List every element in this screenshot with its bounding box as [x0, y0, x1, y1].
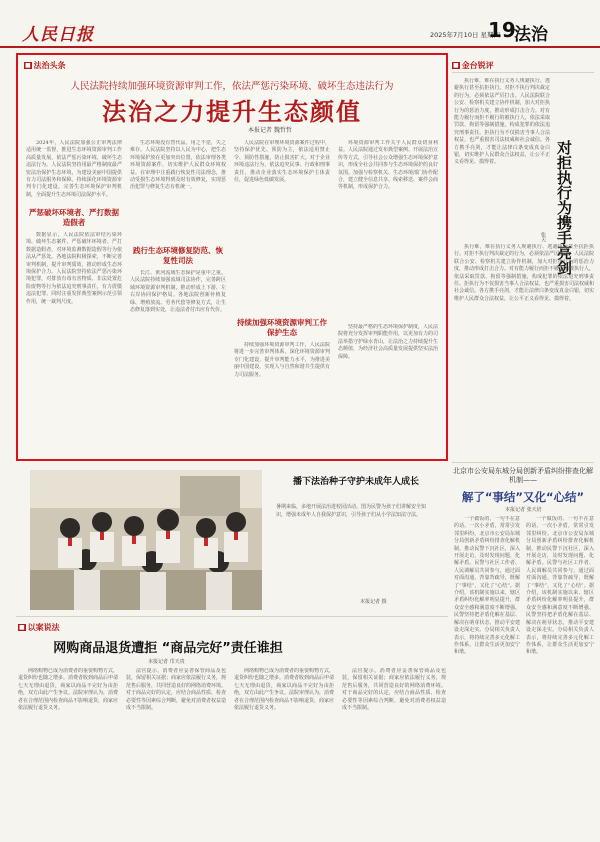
- section-marker-icon: ■: [25, 62, 31, 69]
- commentary-label: ■ 金台锐评: [453, 61, 494, 70]
- lower-col1-text: 网络购物已成为消费者的重要购物方式，退货纠纷也随之增多。消费者收到商品后申请七天无理由退货，商家以商品不完好为由拒绝，双方由此产生争议。法院审理认为，消费者在合理范围内检查商品不影响退货，商家应依法履行退货义务。: [18, 668, 118, 712]
- lower-headline: 网购商品退货遭拒 “商品完好”责任谁担: [53, 641, 283, 656]
- commentary-text-a: 执行难，难在执行义务人规避执行、逃避执行甚至抗拒执行。对拒不执行判决裁定的行为，必须依法严厉打击。人民法院联合公安、检察机关建立协作机制，加大对拒执行为的惩治力度，推动形成打击合力。对有能力履行而拒不履行的被执行人，依法采取罚款、拘留等强制措施，构成犯罪的依法追究刑事责任。拒执行为不仅损害当事人合法权益，也严重损害司法权威和社会诚信。各方携手亮剑，才能让法律白条变成真金白银，切实维护人民群众合法权益，让公平正义看得见、摸得着。: [454, 78, 550, 166]
- right-story-byline: 本报记者 张天培: [505, 507, 542, 513]
- right-story-headline: 解了“事结”又化“心结”: [461, 490, 585, 504]
- lower-col2-text: 法官提示，消费者应妥善保管商品及包装，保留相关证据；商家应依法履行义务，规范售后服务，共同营造良好的网络消费环境。对于商品完好的认定，应结合商品性质、检查必要性等因素综合判断，避免对消费者权益造成不当限制。: [126, 668, 226, 712]
- issue-date: 2025年7月10日 星期四: [430, 31, 501, 39]
- lower-col4-text: 法官提示，消费者应妥善保管商品及包装，保留相关证据；商家应依法履行义务，规范售后服务，共同营造良好的网络消费环境。对于商品完好的认定，应结合商品性质、检查必要性等因素综合判断，避免对消费者权益造成不当限制。: [342, 668, 446, 712]
- main-section-label: ■ 法治头条: [25, 61, 66, 70]
- section-name: 法治: [514, 25, 548, 45]
- main-col4b-text: 坚持最严格的生态环境保护制度，人民法院将充分发挥审判职能作用，以更加有力的司法举措守护绿水青山，让法治之力持续提升生态颜值，为经济社会高质量发展提供坚实法治保障。: [338, 324, 438, 360]
- commentary-rule: [452, 72, 594, 73]
- main-subhead-2: 践行生态环境修复防范、恢复性司法: [133, 246, 223, 265]
- lower-col3-text: 网络购物已成为消费者的重要购物方式，退货纠纷也随之增多。消费者收到商品后申请七天无理由退货，商家以商品不完好为由拒绝，双方由此产生争议。法院审理认为，消费者在合理范围内检查商品不影响退货，商家应依法履行退货义务。: [234, 668, 334, 712]
- newspaper-logo: 人民日报: [22, 25, 94, 45]
- photo-title: 播下法治种子守护未成年人成长: [292, 477, 419, 487]
- main-col2b-text: 长江、黄河流域生态保护是重中之重。人民法院持续加强流域司法协作，完善跨区域环境资源审判机制，推动形成上下游、左右岸协同保护格局。各地法院创新补植复绿、增殖放流、劳务代偿等修复方式，让生态修复落到实处，让违法者付出应有代价。: [130, 270, 226, 314]
- main-col4-text: 环境资源审判工作关乎人民群众切身利益。人民法院通过发布典型案例、开展法治宣传等方式，引导社会公众增强生态环境保护意识，形成全社会共同参与生态环境保护的良好氛围。加强与检察机关、生态环境部门协作配合，建立健全信息共享、线索移送、案件会商等机制，形成保护合力。: [338, 140, 438, 191]
- page-number: 19: [488, 18, 516, 42]
- main-col2-text: 生态环境没有替代品，用之不觉，失之难存。人民法院坚持以人民为中心，把生态环境保护放在更加突出位置，依法审理各类环境资源案件，切实维护人民群众环境权益。在审理中注重践行恢复性司法理念，推动受损生态环境得到及时有效修复，实现惩治犯罪与修复生态有机统一。: [130, 140, 226, 191]
- main-col3b-text: 持续加强环境资源审判工作，人民法院将进一步完善审判体系，深化环境资源审判专门化建设，提升审判能力水平，为推进美丽中国建设、实现人与自然和谐共生提供有力司法服务。: [234, 342, 330, 378]
- main-byline: 本报记者 魏哲哲: [248, 127, 292, 134]
- news-photo: [30, 470, 262, 610]
- commentary-text-b: 执行难，难在执行义务人规避执行、逃避执行甚至抗拒执行。对拒不执行判决裁定的行为，必须依法严厉打击。人民法院联合公安、检察机关建立协作机制，加大对拒执行为的惩治力度，推动形成打击合力。对有能力履行而拒不履行的被执行人，依法采取罚款、拘留等强制措施，构成犯罪的依法追究刑事责任。拒执行为不仅损害当事人合法权益，也严重损害司法权威和社会诚信。各方携手亮剑，才能让法律白条变成真金白银，切实维护人民群众合法权益，让公平正义看得见、摸得着。: [454, 244, 594, 302]
- lower-byline: 本报记者 邝天贵: [148, 659, 185, 665]
- main-col1b-text: 数据显示，人民法院依法审结污染环境、破坏生态案件，严惩破坏环境者、严打数据造假者，对环境监测数据造假等行为依法从严惩处。各地法院积极探索，不断完善审判机制，提升审判质效，推动形成生态环境保护合力。人民法院坚持依法严惩污染环境犯罪，对排放有毒有害物质、非法处置危险废物等行为依法追究刑事责任，有力震慑违法犯罪。同时注重发挥典型案例示范引领作用，统一裁判尺度。: [26, 232, 122, 305]
- main-headline: 法治之力提升生态颜值: [102, 98, 362, 126]
- right-story-rule: [452, 462, 594, 463]
- right-story-kicker: 北京市公安局东城分局创新矛盾纠纷排查化解机制——: [453, 467, 593, 484]
- section-marker-icon: ■: [19, 624, 25, 631]
- lower-rule: [16, 616, 448, 617]
- main-col3-text: 人民法院在审理环境资源案件过程中，坚持保护优先、预防为主，依法适用禁止令、预防性措施，防止损害扩大。对于企业环境违法行为，依法追究民事、行政和刑事责任，推动企业落实生态环境保护主体责任，促进绿色低碳发展。: [234, 140, 330, 184]
- main-kicker: 人民法院持续加强环境资源审判工作，依法严惩污染环境、破坏生态违法行为: [70, 81, 394, 92]
- main-col1-text: 2024年，人民法院加强公正审判法律适用统一监督，推进生态环境资源审判工作高质量发展，依法严惩污染环境、破坏生态违法行为。人民法院坚持用最严格制度最严密法治保护生态环境，为建设美丽中国提供有力司法服务和保障。持续深化环境资源审判专门化建设，完善生态环境保护审判机制，全面提升生态环境司法保护水平。: [26, 140, 122, 198]
- children-photo-illustration: [30, 470, 262, 610]
- commentary-title: 对拒执行为携手亮剑: [555, 140, 573, 275]
- lower-section-label: ■ 以案说法: [19, 623, 60, 632]
- right-story-text-b: 一个做饭的、一句不在意的话、一次小矛盾，常常引发邻里纠纷。北京市公安局东城分局创新矛盾纠纷排查化解机制，推动民警下沉社区，深入开展走访，及时发现问题、化解矛盾。民警与社区工作者、人民调解员共同参与，通过面对面沟通、背靠背疏导，既解了“事结”，又化了“心结”。据介绍，该机制实施以来，辖区矛盾纠纷化解率明显提升，群众安全感和满意度不断增强。民警坚持把矛盾化解在基层、解决在萌芽状态，推动平安建设走深走实。分局相关负责人表示，将持续完善多元化解工作体系，让群众生活更加安宁和谐。: [526, 516, 594, 656]
- right-story-text-a: 一个做饭的、一句不在意的话、一次小矛盾，常常引发邻里纠纷。北京市公安局东城分局创新矛盾纠纷排查化解机制，推动民警下沉社区，深入开展走访，及时发现问题、化解矛盾。民警与社区工作者、人民调解员共同参与，通过面对面沟通、背靠背疏导，既解了“事结”，又化了“心结”。据介绍，该机制实施以来，辖区矛盾纠纷化解率明显提升，群众安全感和满意度不断增强。民警坚持把矛盾化解在基层、解决在萌芽状态，推动平安建设走深走实。分局相关负责人表示，将持续完善多元化解工作体系，让群众生活更加安宁和谐。: [454, 516, 520, 656]
- photo-credit: 本报记者 摄: [360, 599, 387, 605]
- section-marker-icon: ■: [453, 62, 459, 69]
- main-subhead-3: 持续加强环境资源审判工作保护生态: [237, 318, 327, 337]
- main-subhead-1: 严惩破坏环境者、严打数据造假者: [29, 208, 119, 227]
- photo-caption: 暑期来临，多地开展法治进校园活动。图为民警为孩子们讲解安全知识，增强未成年人自我保护意识，引导孩子们从小学法知法守法。: [276, 504, 427, 518]
- commentary-author: 张天: [540, 232, 546, 242]
